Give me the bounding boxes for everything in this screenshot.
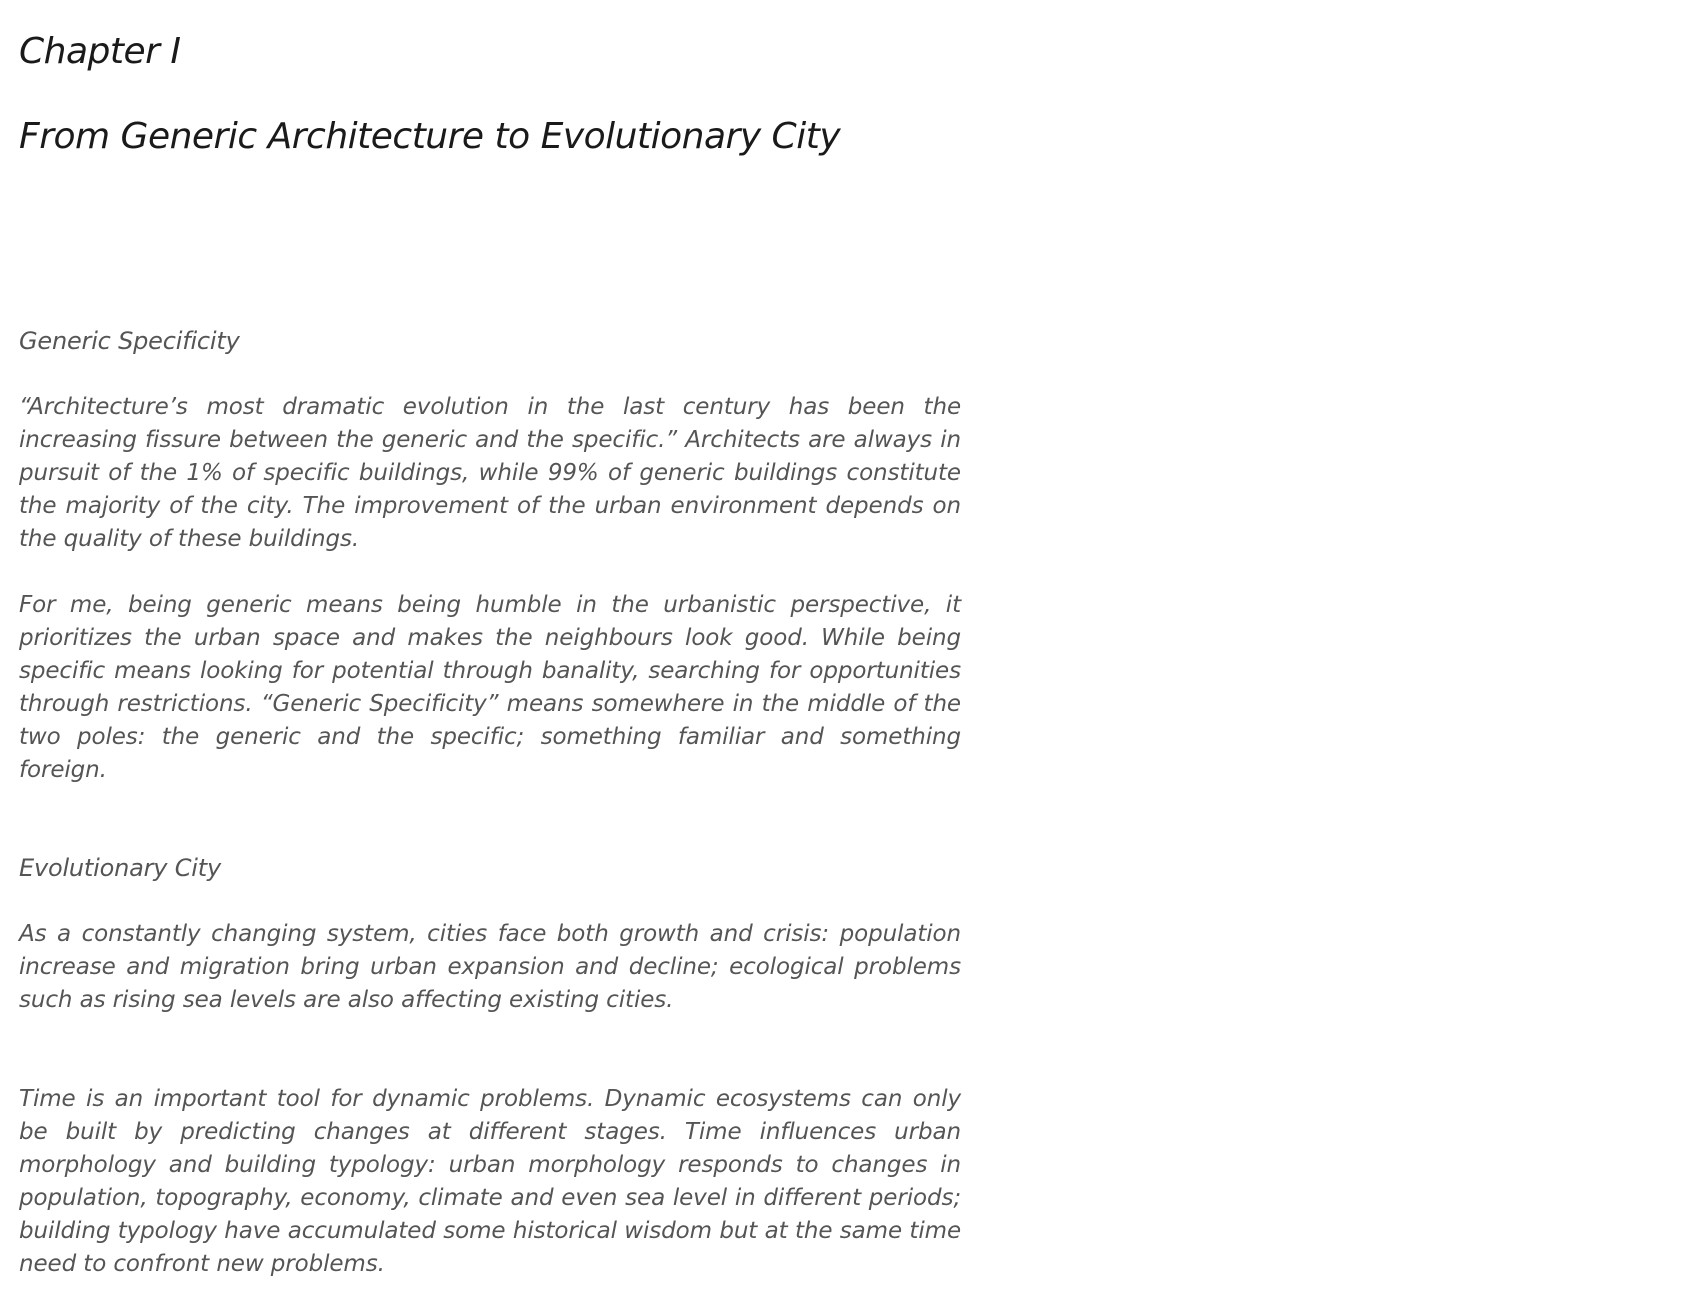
paragraph-generic-specificity-2: For me, being generic means being humble in the urbanistic perspective, it prioritizes the urban space and makes the neighbours look good. While being specific means looking for potential through banality, searching for opportunities through restrictions. “Generic Specificity” means somewhere in the middle of the two poles: the generic and the specific; something familiar and something foreign. — [19, 592, 961, 783]
section-heading-evolutionary-city: Evolutionary City — [19, 854, 221, 882]
paragraph-generic-specificity-1: “Architecture’s most dramatic evolution in the last century has been the increasing fissure between the generic and the specific.” Architects are always in pursuit of the 1% of specific buildings, while 99% of generic buildings constitute the majority of the city. The improvement of the urban environment depends on the quality of these buildings. — [19, 394, 961, 552]
paragraph-evolutionary-city-2: Time is an important tool for dynamic problems. Dynamic ecosystems can only be built by predicting changes at different stages. Time influences urban morphology and building typology: urban morphology responds to changes in population, topography, economy, climate and even sea level in different periods; building typology have accumulated some historical wisdom but at the same time need to confront new problems. — [19, 1086, 961, 1277]
paragraph-evolutionary-city-1: As a constantly changing system, cities face both growth and crisis: population increase and migration bring urban expansion and decline; ecological problems such as rising sea levels are also affecting existing cities. — [19, 921, 961, 1013]
section-heading-generic-specificity: Generic Specificity — [19, 327, 240, 355]
chapter-label: Chapter I — [19, 31, 181, 72]
chapter-title: From Generic Architecture to Evolutionary City — [19, 116, 841, 157]
